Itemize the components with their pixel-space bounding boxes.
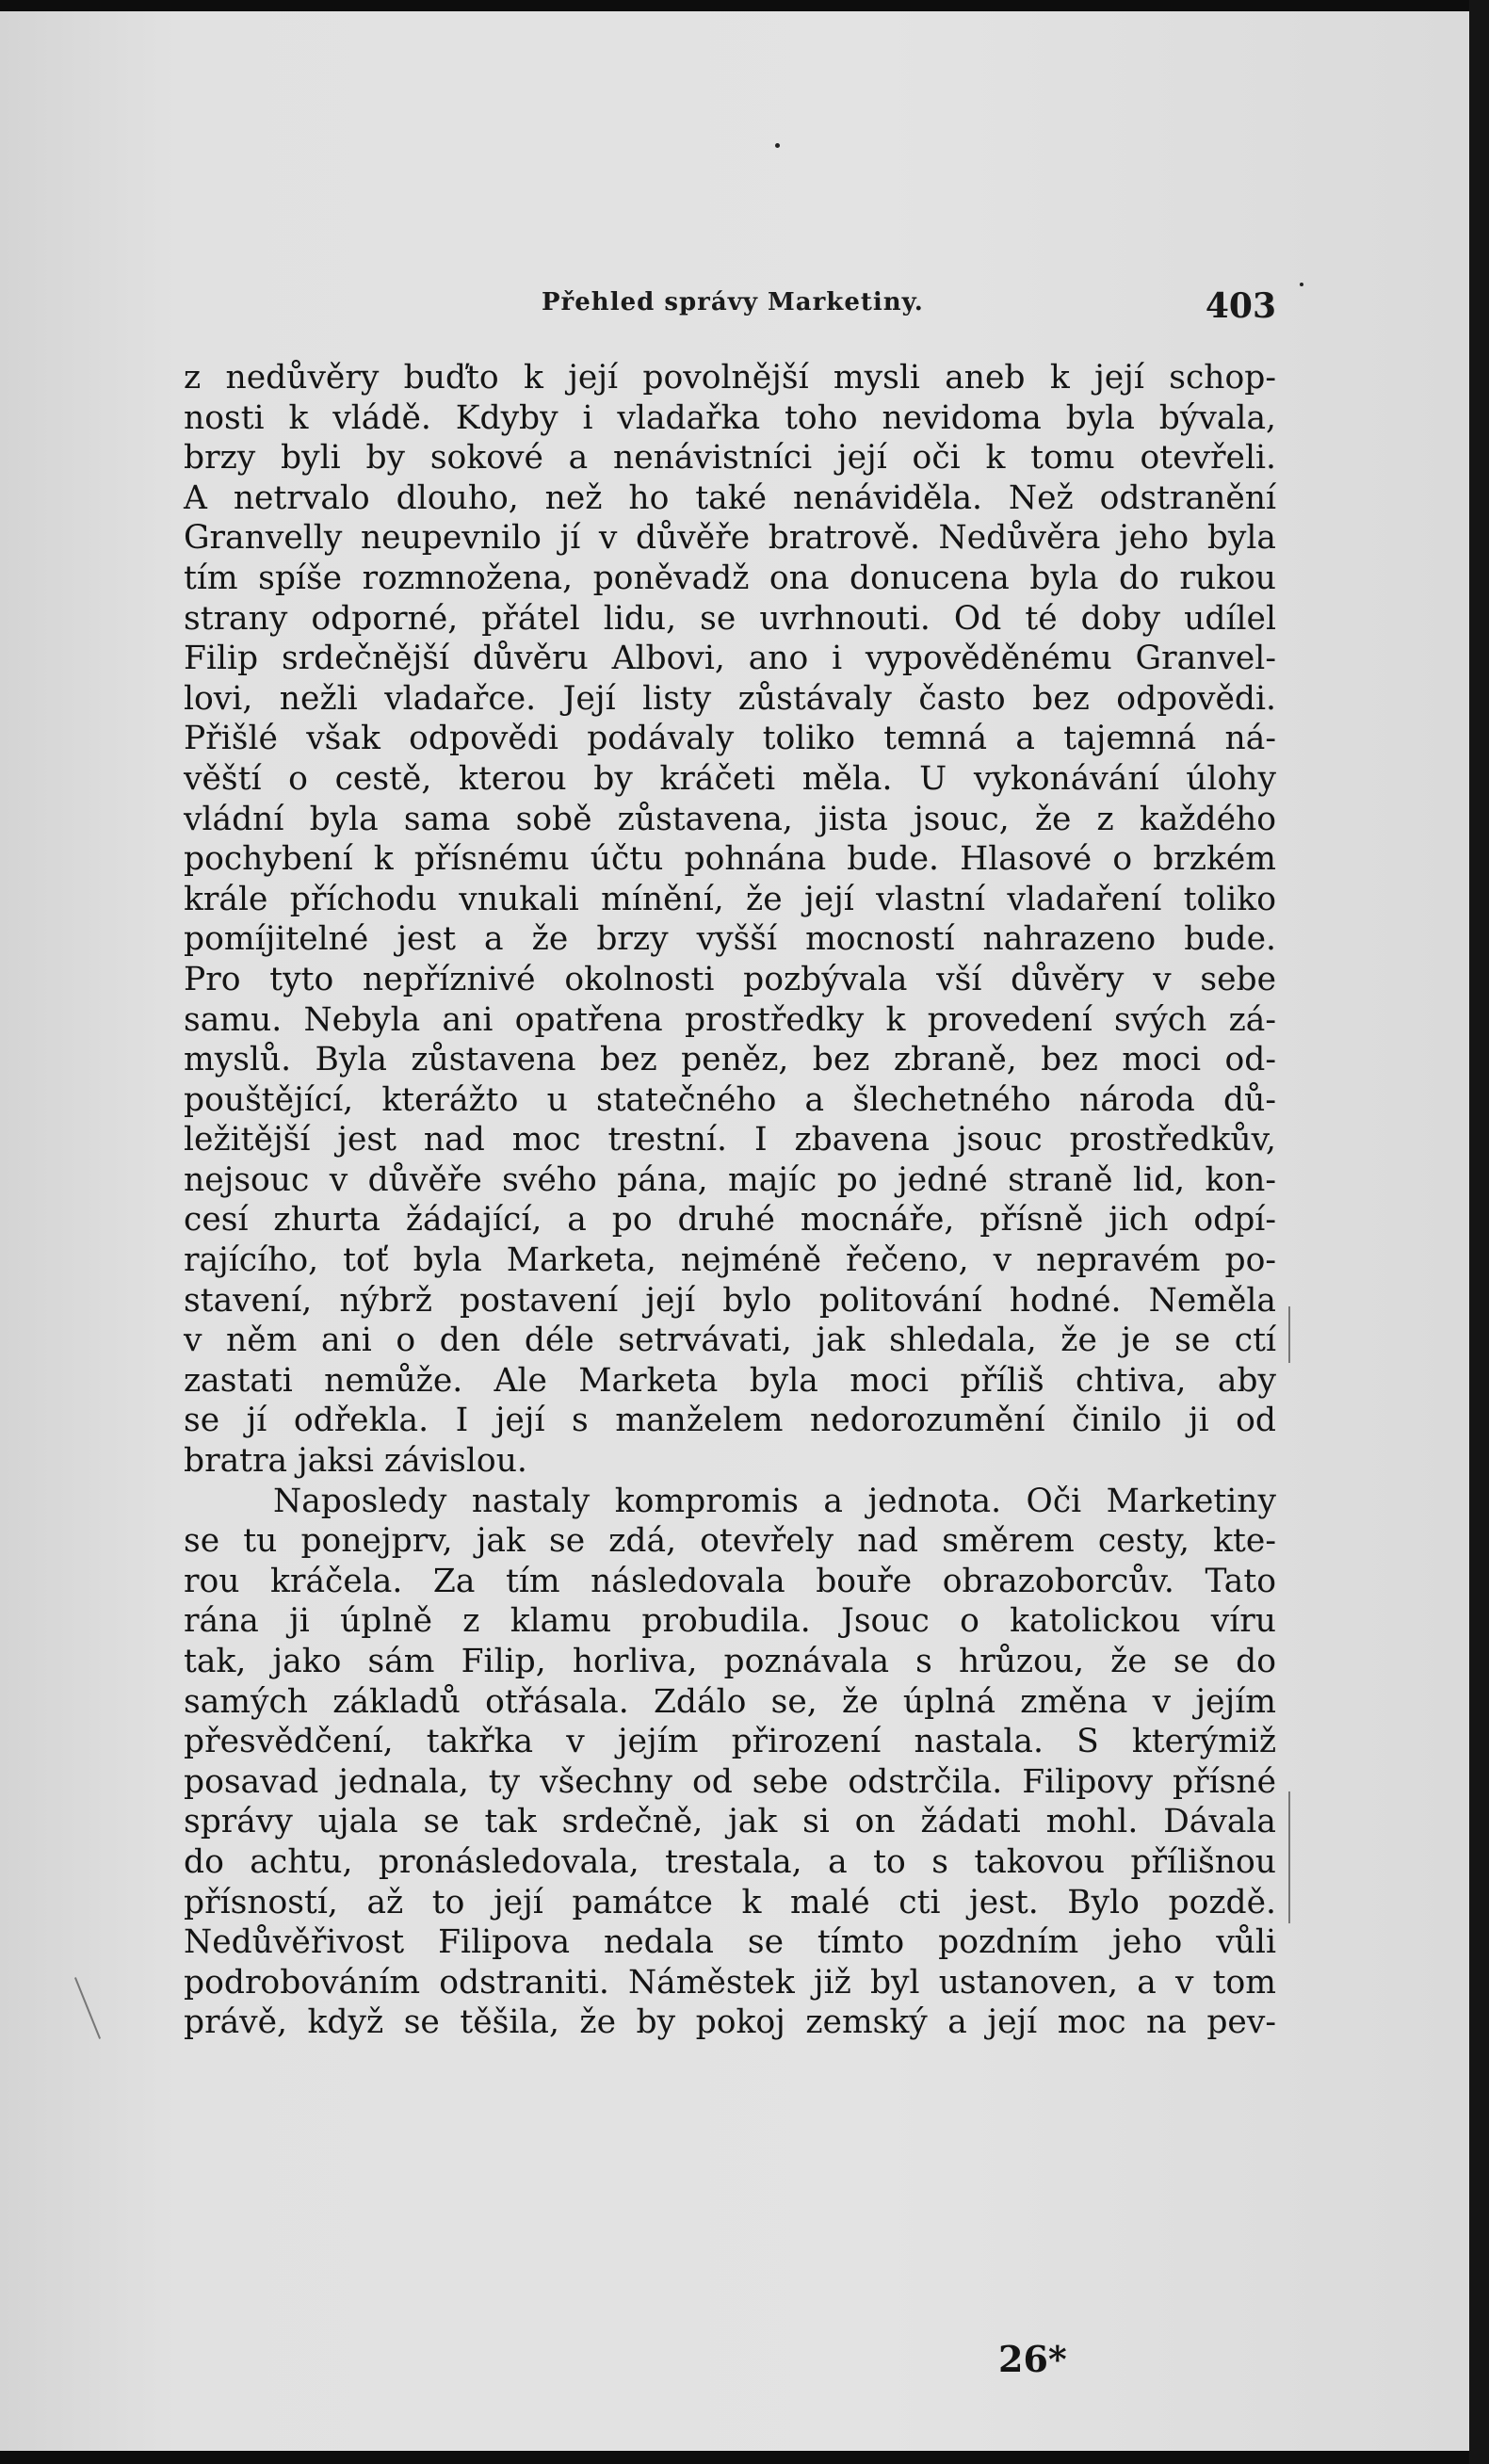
- paper-scratch: [74, 1977, 101, 2039]
- text-line: samých základů otřásala. Zdálo se, že úplná změna v jejím: [184, 1682, 1276, 1721]
- text-line: brzy byli by sokové a nenávistníci její oči k tomu otevřeli.: [184, 439, 1276, 478]
- text-line: A netrvalo dlouho, než ho také nenáviděla. Než odstranění: [184, 478, 1276, 517]
- text-line: myslů. Byla zůstavena bez peněz, bez zbraně, bez moci od-: [184, 1041, 1276, 1079]
- body-text: [184, 358, 1276, 2043]
- text-line: se tu ponejprv, jak se zdá, otevřely nad směrem cesty, kte-: [184, 1522, 1276, 1561]
- text-line: krále příchodu vnukali mínění, že její vlastní vladaření toliko: [184, 880, 1276, 918]
- text-line: cesí zhurta žádající, a po druhé mocnáře, přísně jich odpí-: [184, 1201, 1276, 1240]
- text-line: posavad jednala, ty všechny od sebe odstrčila. Filipovy přísné: [184, 1762, 1276, 1801]
- text-line: přesvědčení, takřka v jejím přirození nastala. S kterýmiž: [184, 1723, 1276, 1761]
- text-line: z nedůvěry buďto k její povolnější mysli aneb k její schop-: [184, 359, 1276, 397]
- text-line: lovi, nežli vladařce. Její listy zůstávaly často bez odpovědi.: [184, 679, 1276, 718]
- ink-speck: [1300, 283, 1303, 286]
- text-line: Nedůvěřivost Filipova nedala se tímto pozdním jeho vůli: [184, 1923, 1276, 1962]
- text-line: rou kráčela. Za tím následovala bouře obrazoborcův. Tato: [184, 1562, 1276, 1600]
- page-number: 403: [1205, 286, 1276, 326]
- text-line: nosti k vládě. Kdyby i vladařka toho nevidoma byla bývala,: [184, 398, 1276, 437]
- text-line: Filip srdečnější důvěru Albovi, ano i vypověděnému Granvel-: [184, 640, 1276, 678]
- text-line: právě, když se těšila, že by pokoj zemský a její moc na pev-: [184, 2003, 1276, 2042]
- text-line: ležitější jest nad moc trestní. I zbavena jsouc prostředkův,: [184, 1121, 1276, 1159]
- paper-scratch: [1288, 1791, 1290, 1923]
- text-line: Pro tyto nepříznivé okolnosti pozbývala vší důvěry v sebe: [184, 960, 1276, 998]
- text-line: tím spíše rozmnožena, poněvadž ona donucena byla do rukou: [184, 559, 1276, 597]
- text-line: v něm ani o den déle setrvávati, jak shledala, že je se ctí: [184, 1321, 1276, 1360]
- text-line: rajícího, toť byla Marketa, nejméně řečeno, v nepravém po-: [184, 1241, 1276, 1280]
- text-line: bratra jaksi závislou.: [184, 1442, 527, 1481]
- text-line: tak, jako sám Filip, horliva, poznávala s hrůzou, že se do: [184, 1643, 1276, 1680]
- text-line: se jí odřekla. I její s manželem nedorozumění činilo ji od: [184, 1402, 1276, 1440]
- page-header: [542, 286, 1276, 333]
- text-line: rána ji úplně z klamu probudila. Jsouc o katolickou víru: [184, 1602, 1276, 1641]
- scan-edge: [1469, 0, 1489, 2464]
- text-line: strany odporné, přátel lidu, se uvrhnouti. Od té doby udílel: [184, 599, 1276, 638]
- text-line: do achtu, pronásledovala, trestala, a to s takovou přílišnou: [184, 1842, 1276, 1881]
- text-line: stavení, nýbrž postavení její bylo politování hodné. Neměla: [184, 1281, 1276, 1320]
- text-line: správy ujala se tak srdečně, jak si on žádati mohl. Dávala: [184, 1803, 1276, 1841]
- text-line: vládní byla sama sobě zůstavena, jista jsouc, že z každého: [184, 800, 1276, 838]
- scanned-page: [0, 11, 1469, 2451]
- paragraph-first-line: Naposledy nastaly kompromis a jednota. Oči Marketiny: [273, 1482, 1276, 1520]
- text-line: přísností, až to její památce k malé cti jest. Bylo pozdě.: [184, 1883, 1276, 1921]
- text-line: Granvelly neupevnilo jí v důvěře bratrově. Nedůvěra jeho byla: [184, 519, 1276, 558]
- text-line: samu. Nebyla ani opatřena prostředky k provedení svých zá-: [184, 1000, 1276, 1039]
- text-line: věští o cestě, kterou by kráčeti měla. U vykonávání úlohy: [184, 759, 1276, 798]
- signature-mark: 26*: [998, 2338, 1067, 2380]
- paper-scratch: [1288, 1306, 1290, 1363]
- ink-speck: [775, 143, 780, 148]
- text-line: zastati nemůže. Ale Marketa byla moci příliš chtiva, aby: [184, 1361, 1276, 1400]
- text-line: Přišlé však odpovědi podávaly toliko temná a tajemná ná-: [184, 720, 1276, 758]
- text-line: nejsouc v důvěře svého pána, majíc po jedné straně lid, kon-: [184, 1160, 1276, 1199]
- running-title: Přehled správy Marketiny.: [542, 288, 924, 316]
- text-line: pomíjitelné jest a že brzy vyšší mocností nahrazeno bude.: [184, 920, 1276, 959]
- text-line: pochybení k přísnému účtu pohnána bude. Hlasové o brzkém: [184, 840, 1276, 879]
- text-line: podrobováním odstraniti. Náměstek již byl ustanoven, a v tom: [184, 1963, 1276, 2002]
- text-line: pouštějící, kterážto u statečného a šlechetného národa dů-: [184, 1080, 1276, 1119]
